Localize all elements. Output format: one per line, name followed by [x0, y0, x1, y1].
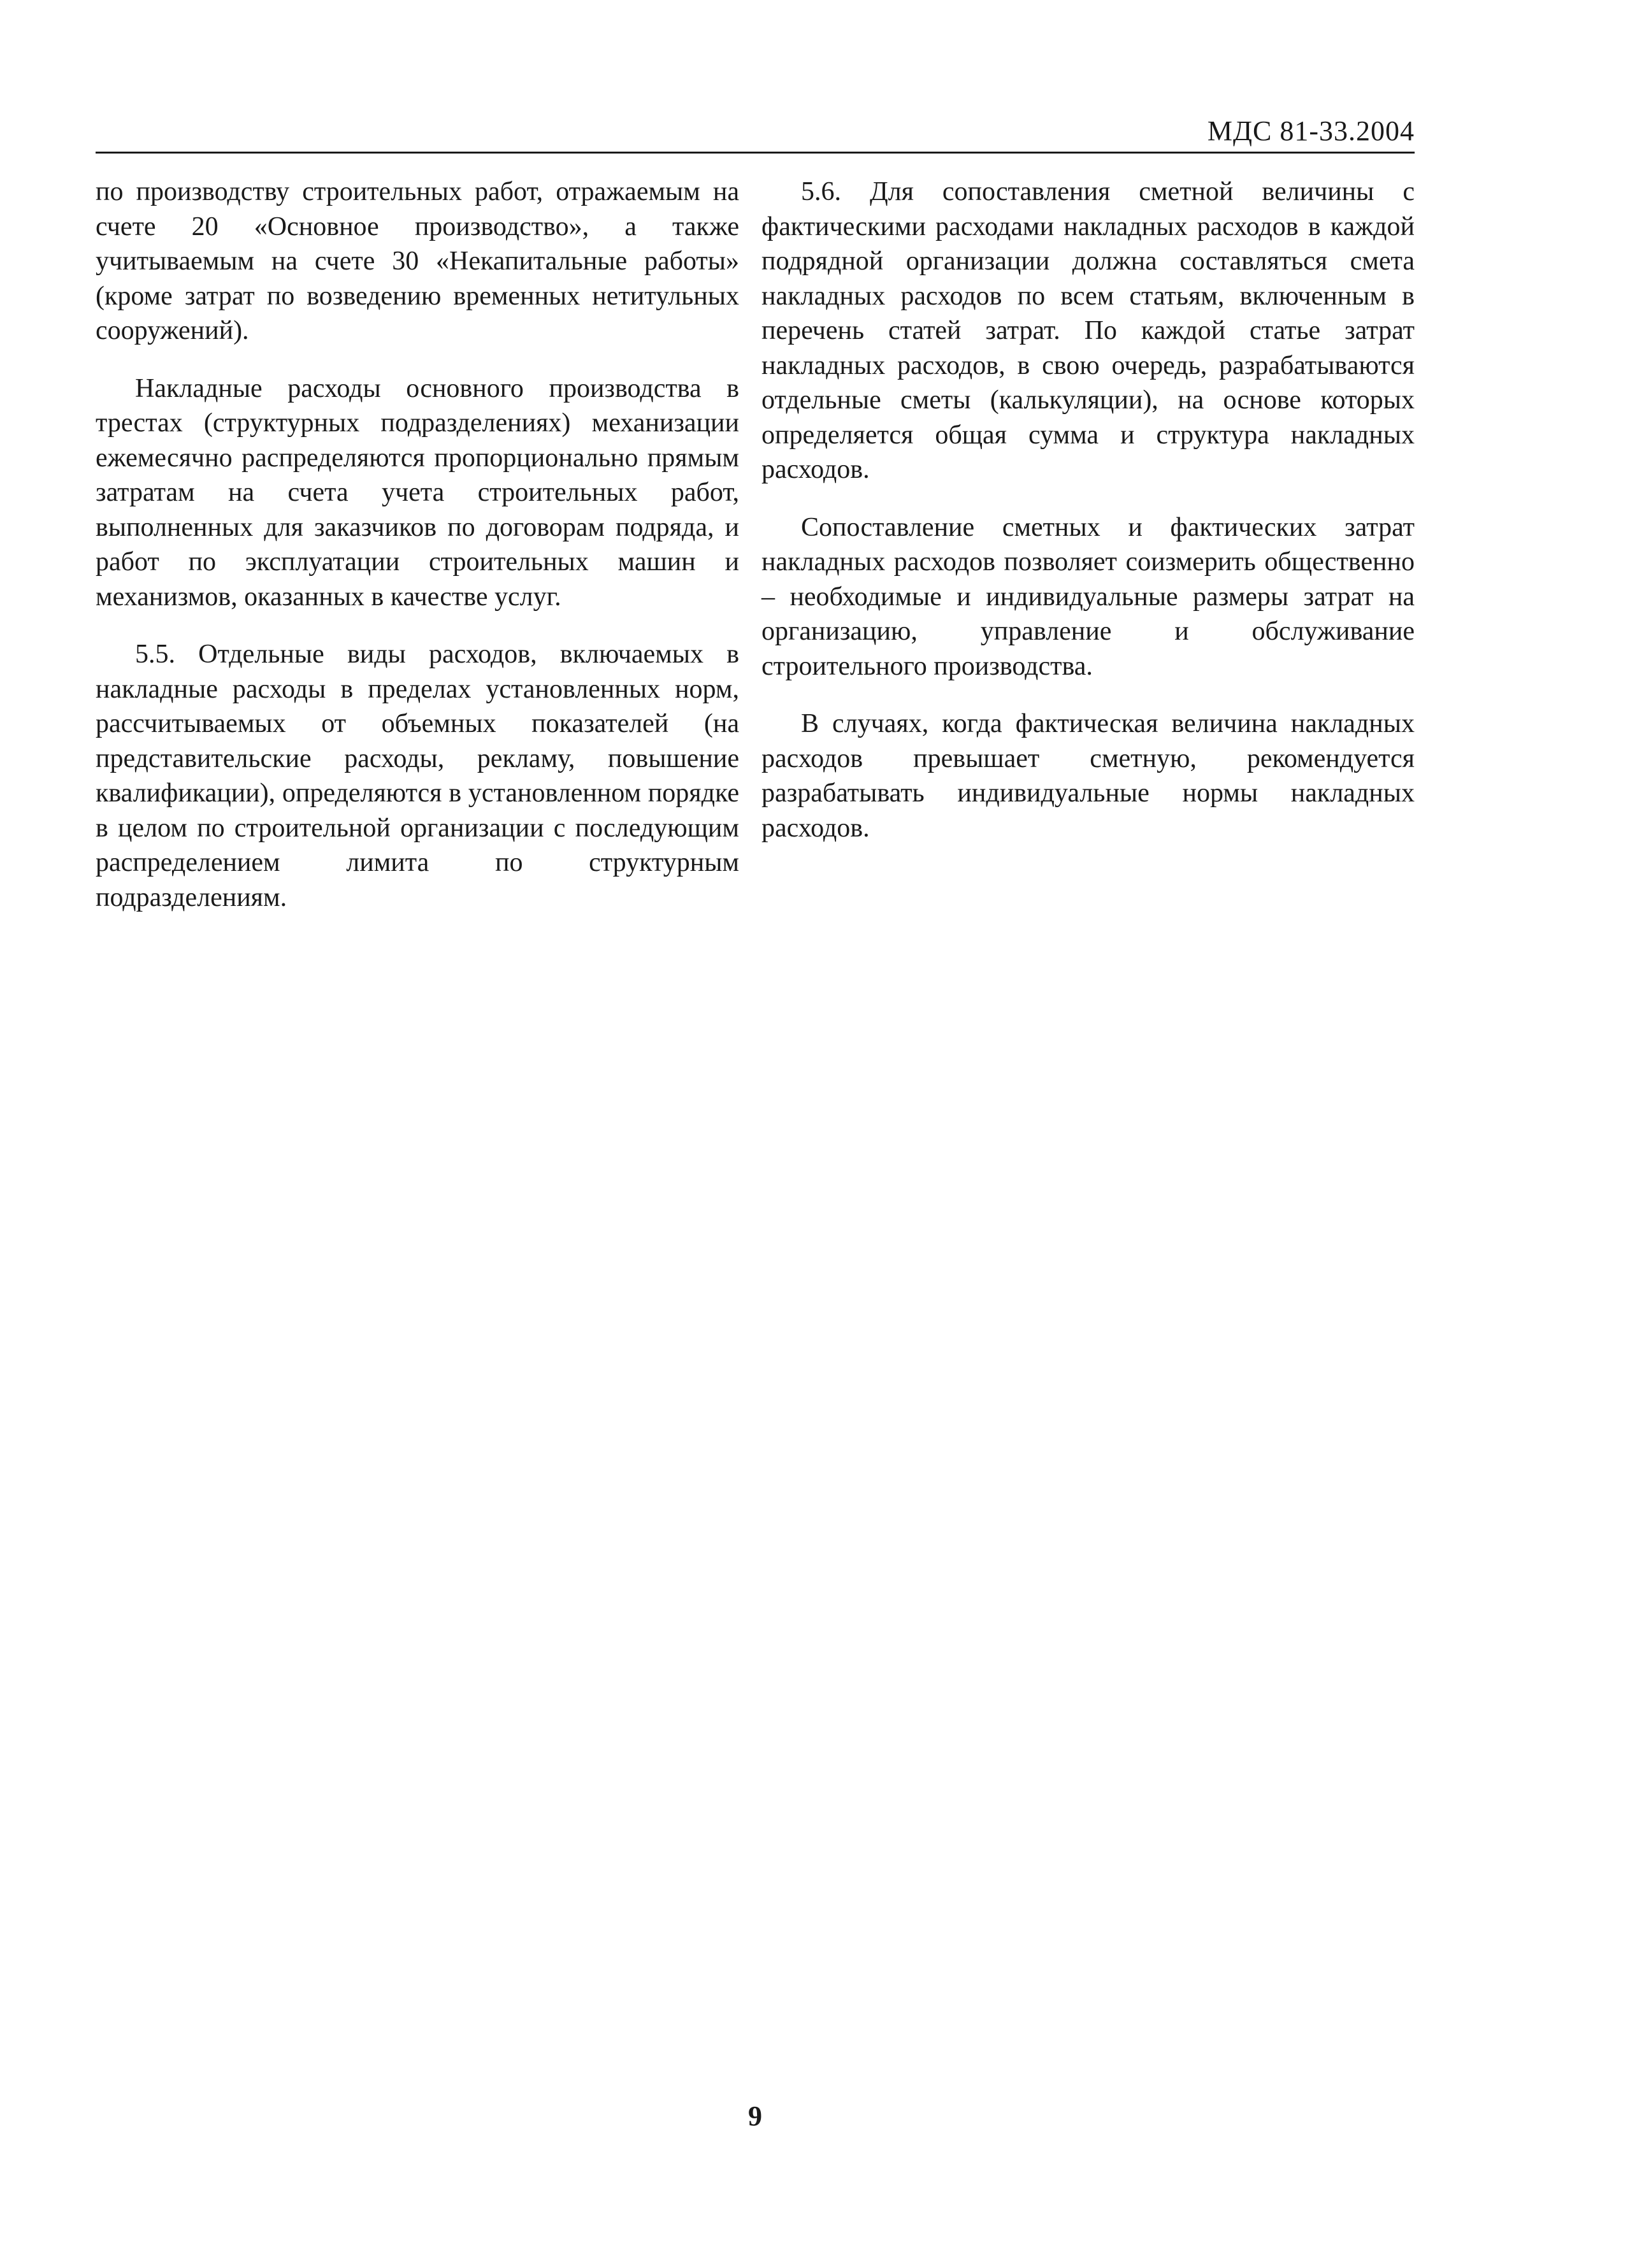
header-divider [96, 152, 1415, 154]
paragraph-individual-norms: В случаях, когда фактическая величина накладных расходов превышает сметную, рекомендуется разрабатывать индивидуальные нормы накладных расходов. [761, 709, 1415, 843]
paragraph-continuation: по производству строительных работ, отражаемым на счете 20 «Основное производство», а также учитываемым на счете 30 «Некапитальные работы» (кроме затрат по возведению временных нетитульных сооружений). [96, 177, 739, 345]
paragraph-section-5-5: 5.5. Отдельные виды расходов, включаемых в накладные расходы в пределах установленных норм, рассчитываемых от объемных показателей (на представительские расходы, рекламу, повышение квалификации), определяются в установленном порядке в целом по строительной организации с последующим распределением лимита по структурным подразделениям. [96, 640, 739, 912]
left-text-column [96, 175, 739, 938]
page-number: 9 [748, 2100, 762, 2132]
paragraph-overhead-distribution: Накладные расходы основного производства в трестах (структурных подразделениях) механизации ежемесячно распределяются пропорционально прямым затратам на счета учета строительных работ, выполненных для заказчиков по договорам подряда, и работ по эксплуатации строительных машин и механизмов, оказанных в качестве услуг. [96, 373, 739, 612]
document-code-header: МДС 81-33.2004 [1207, 115, 1415, 147]
paragraph-cost-comparison: Сопоставление сметных и фактических затрат накладных расходов позволяет соизмерить общественно – необходимые и индивидуальные размеры затрат на организацию, управление и обслуживание строительного производства. [761, 512, 1415, 681]
paragraph-section-5-6: 5.6. Для сопоставления сметной величины с фактическими расходами накладных расходов в каждой подрядной организации должна составляться смета накладных расходов по всем статьям, включенным в перечень статей затрат. По каждой статье затрат накладных расходов, в свою очередь, разрабатываются отдельные сметы (калькуляции), на основе которых определяется общая сумма и структура накладных расходов. [761, 177, 1415, 484]
right-text-column [761, 175, 1415, 868]
